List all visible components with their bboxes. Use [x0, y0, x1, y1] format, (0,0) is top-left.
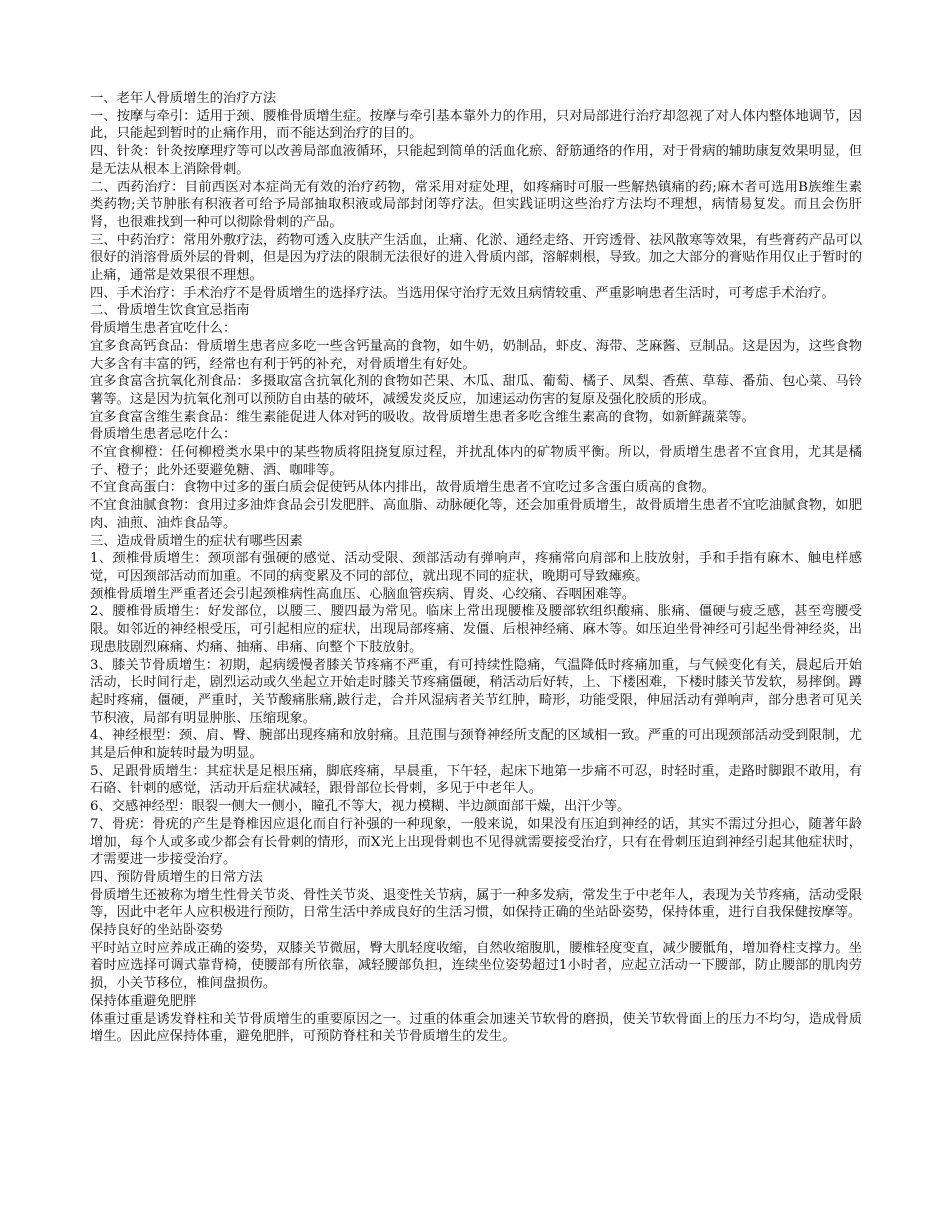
paragraph-citrus: 不宜食柳橙：任何柳橙类水果中的某些物质将阻挠复原过程，并扰乱体内的矿物质平衡。所以，骨质增生患者不宜食用，尤其是橘子、橙子；此外还要避免糖、酒、咖啡等。 [90, 445, 862, 478]
paragraph-high-protein: 不宜食高蛋白：食物中过多的蛋白质会促使钙从体内排出，故骨质增生患者不宜吃过多含蛋白质高的食物。 [90, 480, 715, 496]
paragraph-weight: 体重过重是诱发脊柱和关节骨质增生的重要原因之一。过重的体重会加速关节软骨的磨损，使关节软骨面上的压力不均匀，造成骨质增生。因此应保持体重，避免肥胖，可预防脊柱和关节骨质增生的发生。 [90, 1011, 862, 1045]
paragraph-nerve-root: 4、神经根型：颈、肩、臀、腕部出现疼痛和放射痛。且范围与颈脊神经所支配的区域相一致。严重的可出现颈部活动受到限制，尤其是后伸和旋转时最为明显。 [90, 728, 862, 762]
paragraph-massage-traction: 一、按摩与牵引：适用于颈、腰椎骨质增生症。按摩与牵引基本靠外力的作用，只对局部进行治疗却忽视了对人体内整体地调节，因此，只能起到暂时的止痛作用，而不能达到治疗的目的。 [90, 108, 862, 142]
paragraph-surgery: 四、手术治疗：手术治疗不是骨质增生的选择疗法。当选用保守治疗无效且病情较重、严重影响患者生活时，可考虑手术治疗。 [90, 285, 835, 301]
subheading-posture: 保持良好的坐站卧姿势 [90, 923, 223, 939]
document-body [90, 90, 862, 1046]
paragraph-knee: 3、膝关节骨质增生：初期，起病缓慢者膝关节疼痛不严重，有可持续性隐痛，气温降低时疼痛加重，与气候变化有关，晨起后开始活动，长时间行走，剧烈运动或久坐起立开始走时膝关节疼痛僵硬，稍活动后好转，上、下楼困难，下楼时膝关节发软，易摔倒。蹲起时疼痛，僵硬，严重时，关节酸痛胀痛,跛行走，合并风湿病者关节红肿，畸形，功能受限，伸屈活动有弹响声，部分患者可见关节积液，局部有明显肿胀、压缩现象。 [90, 657, 862, 726]
paragraph-high-calcium: 宜多食高钙食品：骨质增生患者应多吃一些含钙量高的食物，如牛奶，奶制品，虾皮、海带、芝麻酱、豆制品。这是因为，这些食物大多含有丰富的钙，经常也有利于钙的补充，对骨质增生有好处。 [90, 338, 862, 372]
paragraph-greasy-food: 不宜食油腻食物：食用过多油炸食品会引发肥胖、高血脂、动脉硬化等，还会加重骨质增生，故骨质增生患者不宜吃油腻食物，如肥肉、油煎、油炸食品等。 [90, 498, 862, 531]
paragraph-sympathetic: 6、交感神经型：眼裂一侧大一侧小，瞳孔不等大，视力模糊、半边颜面部干燥，出汗少等。 [90, 799, 631, 815]
section-heading-diet: 二、骨质增生饮食宜忌指南 [90, 303, 250, 319]
paragraph-cervical-severe: 颈椎骨质增生严重者还会引起颈椎病性高血压、心脑血管疾病、胃炎、心绞痛、吞咽困难等。 [90, 586, 636, 602]
paragraph-western-medicine: 二、西药治疗：目前西医对本症尚无有效的治疗药物，常采用对症处理，如疼痛时可服一些解热镇痛的药;麻木者可选用B族维生素类药物;关节肿胀有积液者可给予局部抽取积液或局部封闭等疗法。但实践证明这些治疗方法均不理想，病情易复发。而且会伤肝肾，也很难找到一种可以彻除骨刺的产品。 [90, 179, 862, 230]
paragraph-cervical: 1、颈椎骨质增生：颈项部有强硬的感觉、活动受限、颈部活动有弹响声，疼痛常向肩部和上肢放射，手和手指有麻木、触电样感觉，可因颈部活动而加重。不同的病变累及不同的部位，就出现不同的症状，晚期可导致瘫痪。 [90, 551, 862, 584]
paragraph-vitamins: 宜多食富含维生素食品：维生素能促进人体对钙的吸收。故骨质增生患者多吃含维生素高的食物，如新鲜蔬菜等。 [90, 409, 755, 425]
paragraph-antioxidants: 宜多食富含抗氧化剂食品：多摄取富含抗氧化剂的食物如芒果、木瓜、甜瓜、葡萄、橘子、凤梨、香蕉、草莓、番茄、包心菜、马铃薯等。这是因为抗氧化剂可以预防自由基的破坏，减缓发炎反应，加速运动伤害的复原及强化胶质的形成。 [90, 374, 862, 407]
subheading-avoid-foods: 骨质增生患者忌吃什么： [90, 427, 237, 443]
paragraph-chinese-medicine: 三、中药治疗：常用外敷疗法，药物可透入皮肤产生活血，止痛、化淤、通经走络、开窍透骨、祛风散寒等效果，有些膏药产品可以很好的消溶骨质外层的骨刺，但是因为疗法的限制无法很好的进入骨质内部，溶解刺根，导致。加之大部分的膏贴作用仅止于暂时的止痛，通常是效果很不理想。 [90, 232, 862, 284]
paragraph-prevention-intro: 骨质增生还被称为增生性骨关节炎、骨性关节炎、退变性关节病，属于一种多发病，常发生于中老年人，表现为关节疼痛，活动受限等，因此中老年人应积极进行预防，日常生活中养成良好的生活习惯，如保持正确的坐站卧姿势，保持体重，进行自我保健按摩等。 [90, 887, 862, 921]
paragraph-heel: 5、足跟骨质增生：其症状是足根压痛，脚底疼痛，早晨重，下午轻，起床下地第一步痛不可忍，时轻时重，走路时脚跟不敢用，有石硌、针刺的感觉，活动开后症状减轻，跟骨部位长骨刺，多见于中老年人。 [90, 763, 862, 797]
section-heading-prevention: 四、预防骨质增生的日常方法 [90, 869, 263, 885]
section-heading-treatment: 一、老年人骨质增生的治疗方法 [90, 91, 277, 106]
paragraph-osteophyte: 7、骨疣：骨疣的产生是脊椎因应退化而自行补强的一种现象，一般来说，如果没有压迫到神经的话，其实不需过分担心，随著年龄增加，每个人或多或少都会有长骨刺的情形，而X光上出现骨刺也不见得就需要接受治疗，只有在骨刺压迫到神经引起其他症状时，才需要进一步接受治疗。 [90, 816, 862, 868]
section-heading-symptoms: 三、造成骨质增生的症状有哪些因素 [90, 533, 303, 549]
paragraph-posture: 平时站立时应养成正确的姿势，双膝关节微屈，臀大肌轻度收缩，自然收缩腹肌，腰椎轻度变直，减少腰骶角，增加脊柱支撑力。坐着时应选择可调式靠背椅，使腰部有所依靠，减轻腰部负担，连续坐位姿势超过1小时者，应起立活动一下腰部，防止腰部的肌肉劳损，小关节移位，椎间盘损伤。 [90, 940, 862, 992]
subheading-recommended-foods: 骨质增生患者宜吃什么： [90, 321, 237, 337]
subheading-weight: 保持体重避免肥胖 [90, 993, 197, 1009]
paragraph-acupuncture: 四、针灸：针灸按摩理疗等可以改善局部血液循环，只能起到简单的活血化瘀、舒筋通络的作用，对于骨病的辅助康复效果明显，但是无法从根本上消除骨刺。 [90, 144, 862, 177]
paragraph-lumbar: 2、腰椎骨质增生：好发部位，以腰三、腰四最为常见。临床上常出现腰椎及腰部软组织酸痛、胀痛、僵硬与疲乏感，甚至弯腰受限。如邻近的神经根受压，可引起相应的症状，出现局部疼痛、发僵、后根神经痛、麻木等。如压迫坐骨神经可引起坐骨神经炎，出现患肢剧烈麻痛、灼痛、抽痛、串痛、向整个下肢放射。 [90, 604, 862, 655]
